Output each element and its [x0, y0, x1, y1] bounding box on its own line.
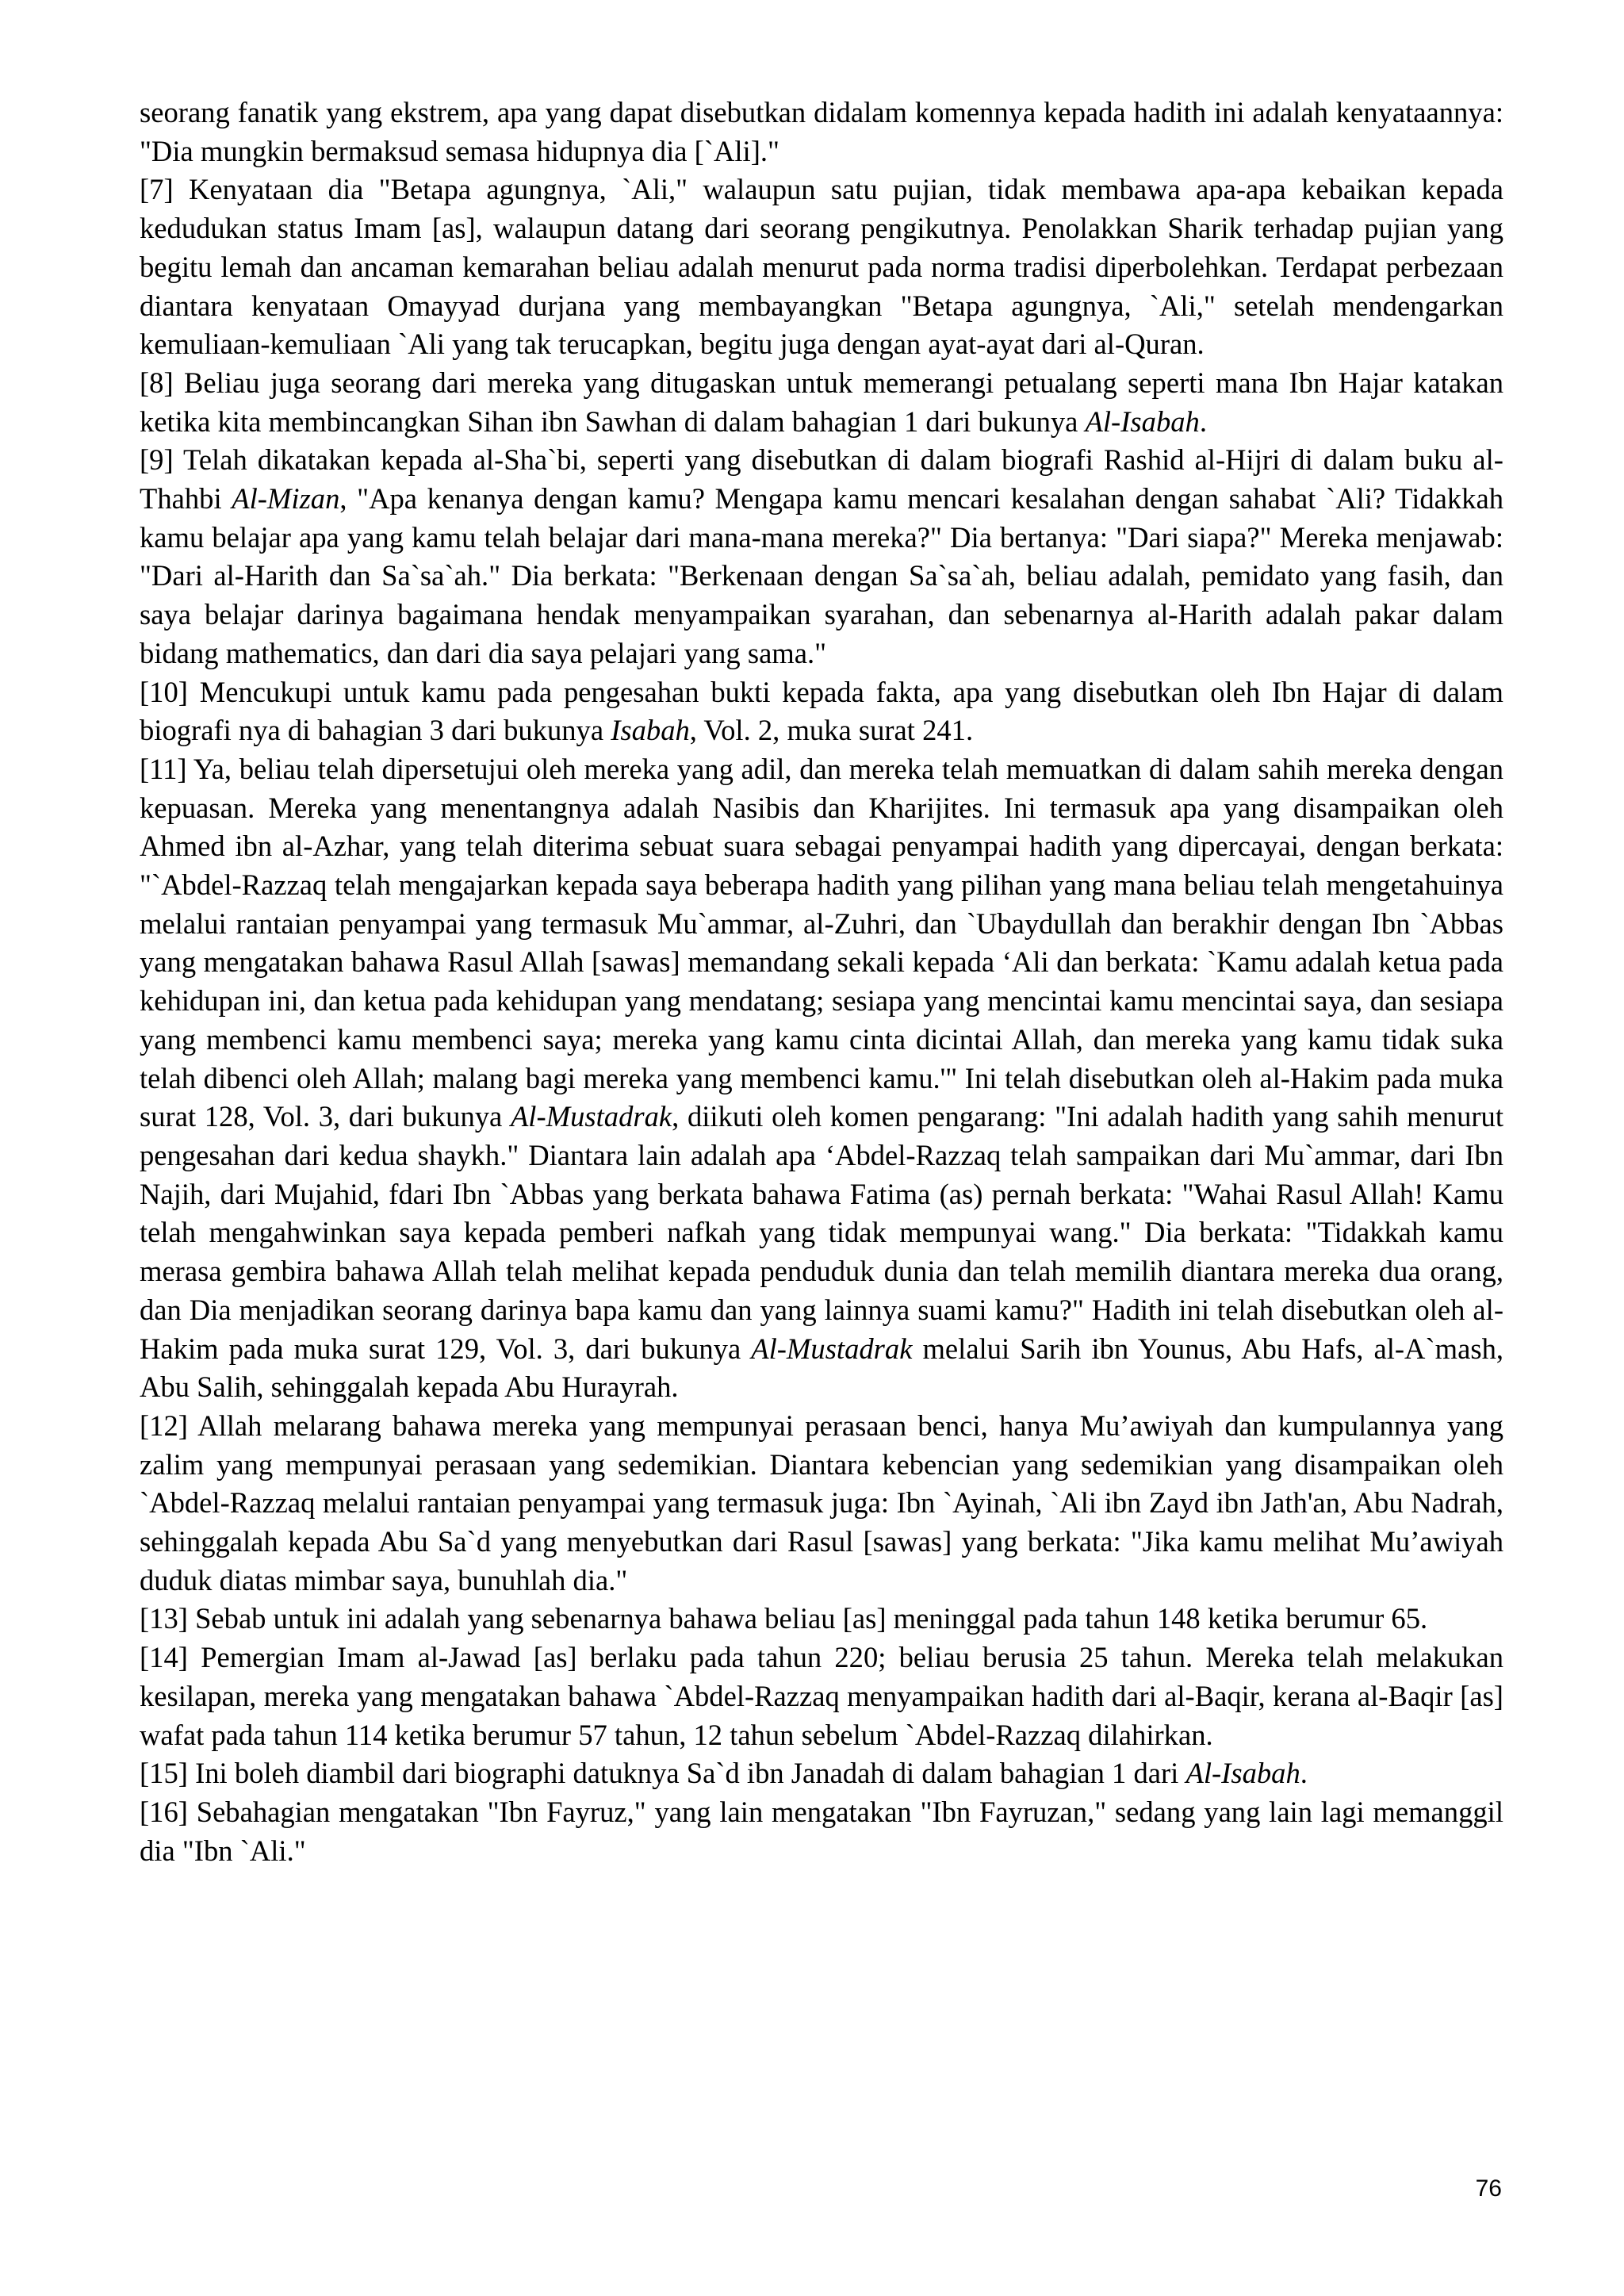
note-9 — [140, 441, 1503, 673]
book-title: Al-Isabah — [1085, 404, 1200, 438]
book-title: Al-Mustadrak — [751, 1332, 913, 1365]
book-title: Isabah — [611, 714, 690, 747]
note-text: , diikuti oleh komen pengarang: "Ini adalah hadith yang sahih menurut pengesahan dari kedua shaykh." Diantara lain adalah apa ‘Abdel-Razzaq telah sampaikan dari Mu`ammar, dari Ibn Najih, dari Mujahid, fdari Ibn `Abbas yang berkata bahawa Fatima (as) pernah berkata: "Wahai Rasul Allah! Kamu telah mengahwinkan saya kepada pemberi nafkah yang tidak mempunyai wang." Dia berkata: "Tidakkah kamu merasa gembira bahawa Allah telah melihat kepada penduduk dunia dan telah memilih diantara mereka dua orang, dan Dia menjadikan seorang darinya bapa kamu dan yang lainnya suami kamu?" Hadith ini telah disebutkan oleh al-Hakim pada muka surat 129, Vol. 3, dari bukunya — [140, 1100, 1504, 1365]
note-text: [7] Kenyataan dia "Betapa agungnya, `Ali," walaupun satu pujian, tidak membawa apa-apa kebaikan kepada kedudukan status Imam [as], walaupun datang dari seorang pengikutnya. Penolakkan Sharik terhadap pujian yang begitu lemah dan ancaman kemarahan beliau adalah menurut pada norma tradisi diperbolehkan. Terdapat perbezaan diantara kenyataan Omayyad durjana yang membayangkan "Betapa agungnya, `Ali," setelah mendengarkan kemuliaan-kemuliaan `Ali yang tak terucapkan, begitu juga dengan ayat-ayat dari al-Quran. — [140, 173, 1503, 361]
page-number: 76 — [1475, 2175, 1502, 2202]
note-text: [16] Sebahagian mengatakan "Ibn Fayruz," yang lain mengatakan "Ibn Fayruzan," sedang yang lain lagi memanggil dia "Ibn `Ali." — [140, 1795, 1503, 1867]
note-text: [12] Allah melarang bahawa mereka yang mempunyai perasaan benci, hanya Mu’awiyah dan kumpulannya yang zalim yang mempunyai perasaan yang sedemikian. Diantara kebencian yang sedemikian yang disampaikan oleh `Abdel-Razzaq melalui rantaian penyampai yang termasuk juga: Ibn `Ayinah, `Ali ibn Zayd ibn Jath'an, Abu Nadrah, sehinggalah kepada Abu Sa`d yang menyebutkan dari Rasul [sawas] yang berkata: "Jika kamu melihat Mu’awiyah duduk diatas mimbar saya, bunuhlah dia." — [140, 1409, 1503, 1596]
note-text: . — [1199, 404, 1207, 438]
note-text: [8] Beliau juga seorang dari mereka yang ditugaskan untuk memerangi petualang seperti mana Ibn Hajar katakan ketika kita membincangkan Sihan ibn Sawhan di dalam bahagian 1 dari bukunya — [140, 366, 1503, 438]
note-text: [14] Pemergian Imam al-Jawad [as] berlaku pada tahun 220; beliau berusia 25 tahun. Mereka telah melakukan kesilapan, mereka yang mengatakan bahawa `Abdel-Razzaq menyampaikan hadith dari al-Baqir, kerana al-Baqir [as] wafat pada tahun 114 ketika berumur 57 tahun, 12 tahun sebelum `Abdel-Razzaq dilahirkan. — [140, 1641, 1503, 1751]
note-13 — [140, 1600, 1503, 1639]
footnotes-body — [140, 94, 1503, 1870]
book-title: Al-Isabah — [1185, 1757, 1300, 1790]
note-text: melalui Sarih ibn Younus, Abu Hafs, al-A`mash, Abu Salih, sehinggalah kepada Abu Hurayrah. — [140, 1332, 1504, 1404]
note-text: . — [1300, 1757, 1308, 1790]
note-10 — [140, 673, 1503, 750]
note-text: [13] Sebab untuk ini adalah yang sebenarnya bahawa beliau [as] meninggal pada tahun 148 ketika berumur 65. — [140, 1602, 1428, 1635]
note-text: , Vol. 2, muka surat 241. — [689, 714, 974, 747]
note-text: seorang fanatik yang ekstrem, apa yang dapat disebutkan didalam komennya kepada hadith ini adalah kenyataannya: "Dia mungkin bermaksud semasa hidupnya dia [`Ali]." — [140, 96, 1503, 167]
note-text: [10] Mencukupi untuk kamu pada pengesahan bukti kepada fakta, apa yang disebutkan oleh Ibn Hajar di dalam biografi nya di bahagian 3 dari bukunya — [140, 675, 1503, 747]
book-title: Al-Mustadrak — [510, 1100, 672, 1133]
note-text: [9] Telah dikatakan kepada al-Sha`bi, seperti yang disebutkan di dalam biografi Rashid al-Hijri di dalam buku al-Thahbi — [140, 443, 1503, 516]
note-7 — [140, 171, 1503, 364]
book-title: Al-Mizan — [232, 482, 340, 516]
note-text: , "Apa kenanya dengan kamu? Mengapa kamu mencari kesalahan dengan sahabat `Ali? Tidakkah kamu belajar apa yang kamu telah belajar dari mana-mana mereka?" Dia bertanya: "Dari siapa?" Mereka menjawab: "Dari al-Harith dan Sa`sa`ah." Dia berkata: "Berkenaan dengan Sa`sa`ah, beliau adalah, pemidato yang fasih, dan saya belajar darinya bagaimana hendak menyampaikan syarahan, dan sebenarnya al-Harith adalah pakar dalam bidang mathematics, dan dari dia saya pelajari yang sama." — [140, 482, 1503, 669]
continued-note — [140, 94, 1503, 171]
note-12 — [140, 1407, 1503, 1600]
note-8 — [140, 364, 1503, 441]
note-11 — [140, 750, 1503, 1407]
note-16 — [140, 1793, 1503, 1870]
note-14 — [140, 1639, 1503, 1754]
note-15 — [140, 1754, 1503, 1793]
note-text: [15] Ini boleh diambil dari biographi datuknya Sa`d ibn Janadah di dalam bahagian 1 dari — [140, 1757, 1186, 1790]
note-text: [11] Ya, beliau telah dipersetujui oleh mereka yang adil, dan mereka telah memuatkan di dalam sahih mereka dengan kepuasan. Mereka yang menentangnya adalah Nasibis dan Kharijites. Ini termasuk apa yang disampaikan oleh Ahmed ibn al-Azhar, yang telah diterima sebuat suara sebagai penyampai hadith yang dipercayai, dengan berkata: "`Abdel-Razzaq telah mengajarkan kepada saya beberapa hadith yang pilihan yang mana beliau telah mengetahuinya melalui rantaian penyampai yang termasuk Mu`ammar, al-Zuhri, dan `Ubaydullah dan berakhir dengan Ibn `Abbas yang mengatakan bahawa Rasul Allah [sawas] memandang sekali kepada ‘Ali dan berkata: `Kamu adalah ketua pada kehidupan ini, dan ketua pada kehidupan yang mendatang; sesiapa yang mencintai kamu mencintai saya, dan sesiapa yang membenci kamu membenci saya; mereka yang kamu cinta dicintai Allah, dan mereka yang kamu tidak suka telah dibenci oleh Allah; malang bagi mereka yang membenci kamu.'" Ini telah disebutkan oleh al-Hakim pada muka surat 128, Vol. 3, dari bukunya — [140, 752, 1503, 1133]
